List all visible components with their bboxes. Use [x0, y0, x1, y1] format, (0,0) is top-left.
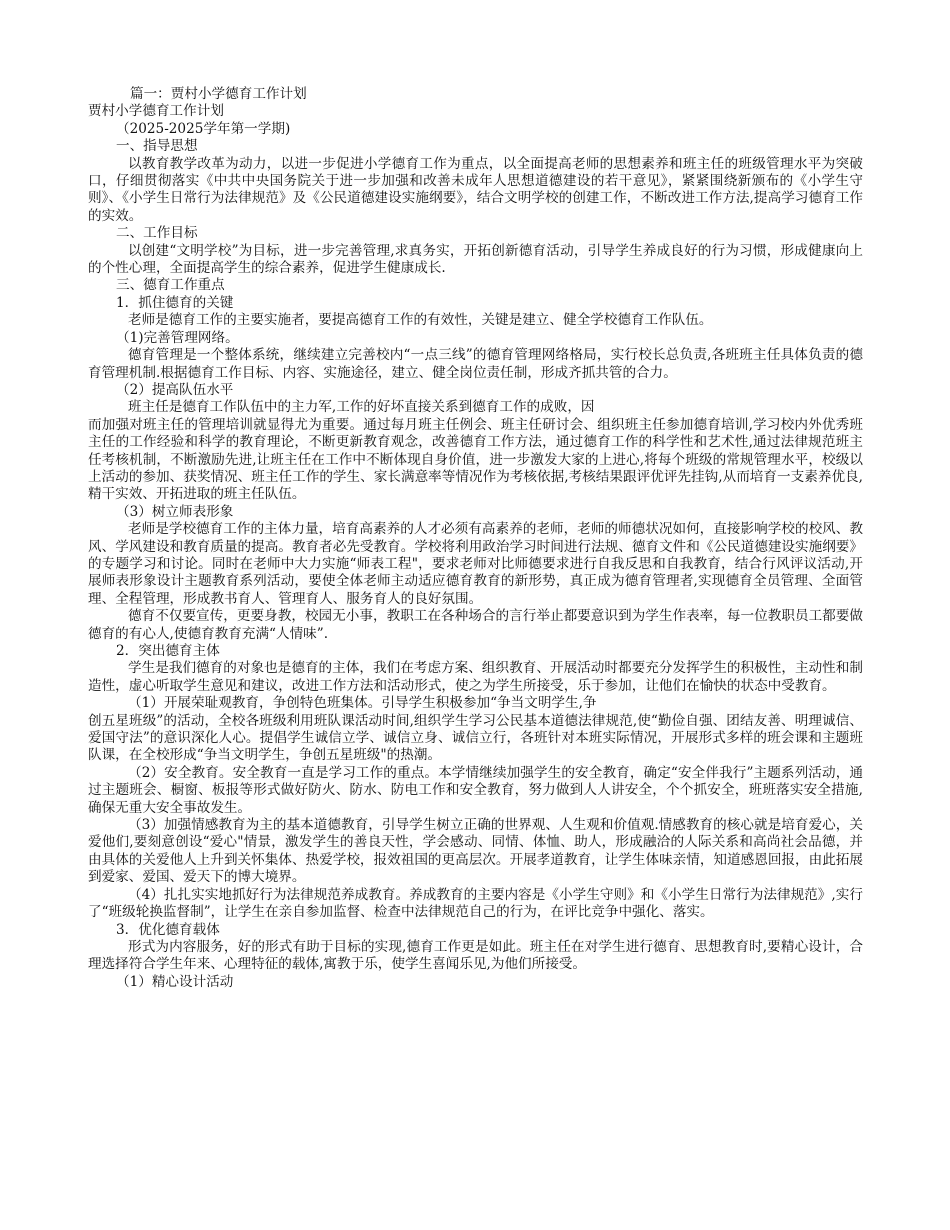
item-1-2-paragraph-start: 班主任是德育工作队伍中的主力军,工作的好坏直接关系到德育工作的成败，因	[128, 399, 595, 416]
section-3-title: 三、德育工作重点	[116, 277, 225, 294]
item-1-1-title: （1)完善管理网络。	[116, 329, 239, 346]
subsection-1-title: 1．抓住德育的关键	[116, 294, 234, 311]
section-2-title: 二、工作目标	[116, 225, 198, 242]
item-2-1-paragraph-continued: 创五星班级”的活动，全校各班级利用班队课活动时间,组织学生学习公民基本道德法律规范,使“勤俭自强、团结友善、明理诚信、爱国守法”的意识深化人心。提倡学生诚信立学、诚信立身、诚信立行，各班针对本班实际情况，开展形式多样的班会课和主题班队课，在全校形成“争当文明学生，争创五星班级"的热潮。	[88, 712, 863, 764]
item-2-4-paragraph: （4）扎扎实实地抓好行为法律规范养成教育。养成教育的主要内容是《小学生守则》和《小学生日常行为法律规范》,实行了“班级轮换监督制”，让学生在亲自参加监督、检查中法律规范自己的行为，在评比竞争中强化、落实。	[88, 886, 863, 921]
section-2-paragraph: 以创建“文明学校”为目标，进一步完善管理,求真务实，开拓创新德育活动，引导学生养成良好的行为习惯，形成健康向上的个性心理，全面提高学生的综合素养，促进学生健康成长.	[88, 242, 863, 277]
item-1-3-title: （3）树立师表形象	[116, 503, 234, 520]
item-2-1-paragraph-start: （1）开展荣耻观教育，争创特色班集体。引导学生积极参加“争当文明学生,争	[128, 695, 597, 712]
section-1-title: 一、指导思想	[116, 138, 198, 155]
subsection-2-paragraph: 学生是我们德育的对象也是德育的主体，我们在考虑方案、组织教育、开展活动时都要充分发挥学生的积极性，主动性和制造性，虚心听取学生意见和建议，改进工作方法和活动形式，使之为学生所接受，乐于参加，让他们在愉快的状态中受教育。	[88, 660, 863, 694]
school-term: （2025-2025学年第一学期)	[116, 120, 291, 137]
item-2-2-paragraph: （2）安全教育。安全教育一直是学习工作的重点。本学情继续加强学生的安全教育，确定“安全伴我行”主题系列活动，通过主题班会、橱窗、板报等形式做好防火、防水、防电工作和安全教育，努力做到人人讲安全，个个抓安全，班班落实安全措施,确保无重大安全事故发生。	[88, 764, 863, 816]
subsection-2-title: 2．突出德育主体	[116, 643, 220, 659]
subsection-3-title: 3．优化德育载体	[116, 921, 220, 938]
item-1-3-paragraph: 老师是学校德育工作的主体力量，培育高素养的人才必须有高素养的老师，老师的师德状况如何，直接影响学校的校风、教风、学风建设和教育质量的提高。教育者必先受教育。学校将利用政治学习时间进行法规、德育文件和《公民道德建设实施纲要》的专题学习和讨论。同时在老师中大力实施“师表工程"，要求老师对比师德要求进行自我反思和自我教育，结合行风评议活动,开展师表形象设计主题教育系列活动，要使全体老师主动适应德育教育的新形势，真正成为德育管理者,实现德育全员管理、全面管理、全程管理，形成教书育人、管理育人、服务育人的良好氛围。	[88, 521, 863, 607]
item-2-3-paragraph: （3）加强情感教育为主的基本道德教育，引导学生树立正确的世界观、人生观和价值观.情感教育的核心就是培育爱心，关爱他们,要刻意创设“爱心"情景，激发学生的善良天性，学会感动、同情、体恤、助人，形成融洽的人际关系和高尚社会品德，并由具体的关爱他人上升到关怀集体、热爱学校，报效祖国的更高层次。开展孝道教育，让学生体味亲情，知道感恩回报，由此拓展到爱家、爱国、爱天下的博大境界。	[88, 817, 863, 886]
subsection-1-paragraph: 老师是德育工作的主要实施者，要提高德育工作的有效性，关键是建立、健全学校德育工作队伍。	[128, 312, 713, 329]
item-1-2-title: （2）提高队伍水平	[116, 381, 234, 398]
item-3-1-title: （1）精心设计活动	[116, 973, 234, 990]
document-heading: 篇一：贾村小学德育工作计划	[130, 86, 307, 102]
item-1-1-paragraph: 德育管理是一个整体系统，继续建立完善校内“一点三线”的德育管理网络格局，实行校长总负责,各班班主任具体负责的德育管理机制.根据德育工作目标、内容、实施途径，建立、健全岗位责任制，形成齐抓共管的合力。	[88, 347, 863, 381]
document-page	[88, 86, 863, 991]
item-1-2-paragraph-continued: 而加强对班主任的管理培训就显得尤为重要。通过每月班主任例会、班主任研讨会、组织班主任参加德育培训,学习校内外优秀班主任的工作经验和科学的教育理论，不断更新教育观念，改善德育工作方法，通过德育工作的科学性和艺术性,通过法律规范班主任考核机制，不断激励先进,让班主任在工作中不断体现自身价值，进一步激发大家的上进心,将每个班级的常规管理水平，校级以上活动的参加、获奖情况、班主任工作的学生、家长满意率等情况作为考核依据,考核结果跟评优评先挂钩,从而培育一支素养优良,精干实效、开拓进取的班主任队伍。	[88, 416, 863, 503]
item-1-3-paragraph-2: 德育不仅要宣传，更要身教，校园无小事，教职工在各种场合的言行举止都要意识到为学生作表率，每一位教职员工都要做德育的有心人,使德育教育充满“人情味”.	[88, 608, 863, 642]
section-1-paragraph: 以教育教学改革为动力，以进一步促进小学德育工作为重点，以全面提高老师的思想素养和班主任的班级管理水平为突破口，仔细贯彻落实《中共中央国务院关于进一步加强和改善未成年人思想道德建设的若干意见》，紧紧围绕新颁布的《小学生守则》、《小学生日常行为法律规范》及《公民道德建设实施纲要》，结合文明学校的创建工作，不断改进工作方法,提高学习德育工作的实效。	[88, 155, 863, 224]
subsection-3-paragraph: 形式为内容服务，好的形式有助于目标的实现,德育工作更是如此。班主任在对学生进行德育、思想教育时,要精心设计，合理选择符合学生年来、心理特征的载体,寓教于乐，使学生喜闻乐见,为他们所接受。	[88, 938, 863, 973]
document-title: 贾村小学德育工作计划	[88, 103, 224, 120]
